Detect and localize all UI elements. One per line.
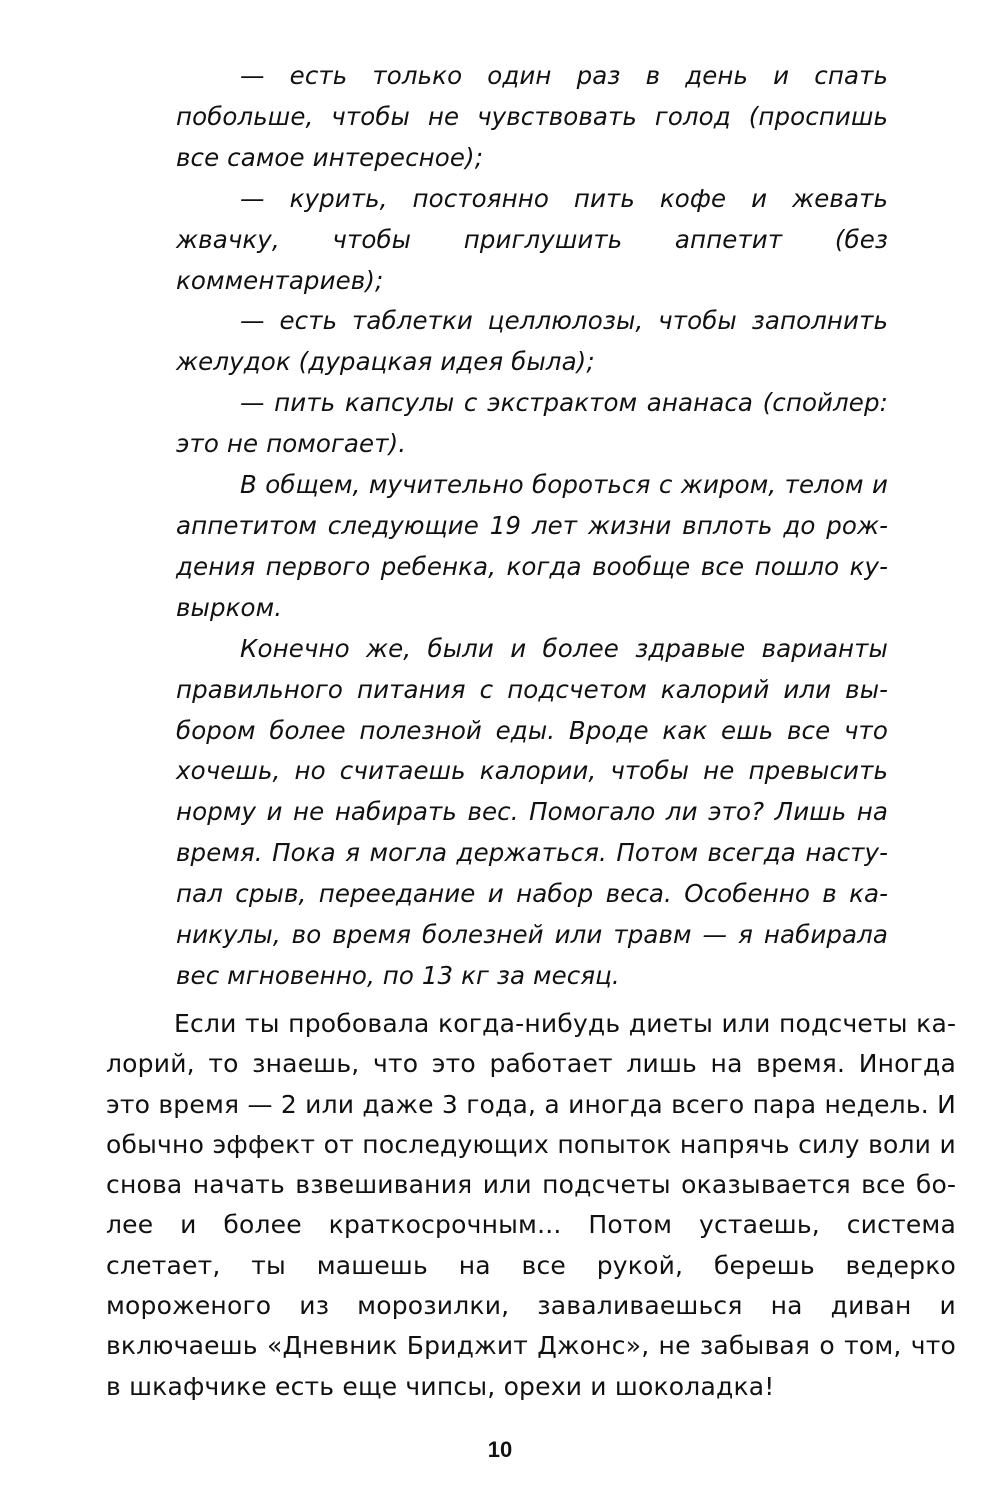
body-text-block bbox=[106, 1004, 956, 1407]
list-item: — курить, постоянно пить кофе и жевать жвачку, чтобы приглушить аппетит (без комментариев); bbox=[176, 183, 888, 295]
list-item: — пить капсулы с экстрактом ананаса (спойлер: это не помогает). bbox=[176, 388, 888, 459]
page-number: 10 bbox=[487, 1437, 513, 1462]
quote-paragraph: Конечно же, были и более здравые варианты правильного питания с подсчетом калорий или выбором более полезной еды. Вроде как ешь все что хочешь, но считаешь калории, чтобы не превысить норму и не набирать вес. Помогало ли это? Лишь на время. Пока я могла держаться. Потом всегда наступал срыв, переедание и набор веса. Особенно в каникулы, во время болезней или травм — я набирала вес мгновенно, по 13 кг за месяц. bbox=[176, 633, 888, 990]
quote-paragraph: В общем, мучительно бороться с жиром, телом и аппетитом следующие 19 лет жизни вплоть до рождения первого ребенка, когда вообще все пошло кувырком. bbox=[176, 470, 888, 622]
list-item: — есть таблетки целлюлозы, чтобы заполнить желудок (дурацкая идея была); bbox=[176, 306, 888, 377]
italic-quote-block bbox=[176, 56, 888, 997]
list-item: — есть только один раз в день и спать побольше, чтобы не чувствовать голод (проспишь все самое интересное); bbox=[176, 61, 888, 172]
body-paragraph: Если ты пробовала когда-нибудь диеты или подсчеты калорий, то знаешь, что это работает лишь на время. Иногда это время — 2 или даже 3 года, а иногда всего пара недель. И обычно эффект от последующих попыток напрячь силу воли и снова начать взвешивания или подсчеты оказывается все более и более краткосрочным... Потом устаешь, система слетает, ты машешь на все рукой, берешь ведерко мороженого из морозилки, заваливаешься на диван и включаешь «Дневник Бриджит Джонс», не забывая о том, что в шкафчике есть еще чипсы, орехи и шоколадка! bbox=[106, 1009, 956, 1401]
